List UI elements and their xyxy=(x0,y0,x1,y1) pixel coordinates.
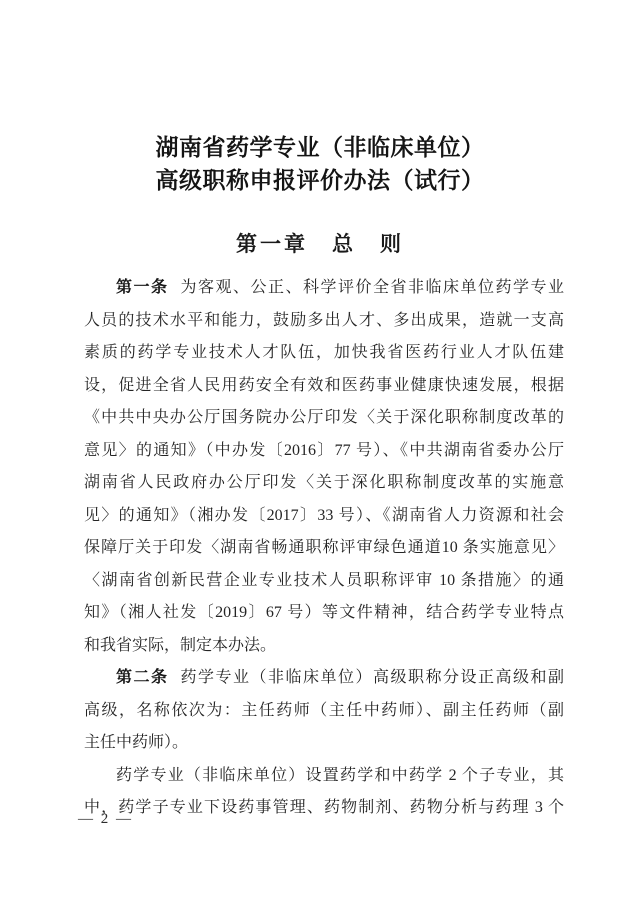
article-number: 第一条 xyxy=(116,279,169,296)
body-text: 湖南省人民政府办公厅印发〈关于深化职称制度改革的实施意 xyxy=(84,474,564,491)
document-body xyxy=(84,272,564,825)
body-text: 主任中药师）。 xyxy=(84,734,189,751)
body-text: 知》（湘人社发〔2019〕67 号）等文件精神，结合药学专业特点 xyxy=(84,604,564,621)
body-text: 中，药学子专业下设药事管理、药物制剂、药物分析与药理 3 个 xyxy=(84,799,564,816)
body-line xyxy=(84,500,564,533)
body-line xyxy=(84,760,564,793)
body-text: 人员的技术水平和能力，鼓励多出人才、多出成果，造就一支高 xyxy=(84,311,564,329)
body-line xyxy=(84,272,564,305)
body-text: 药学专业（非临床单位）设置药学和中药学 2 个子专业，其 xyxy=(116,766,564,784)
body-text: 高级，名称依次为：主任药师（主任中药师）、副主任药师（副 xyxy=(84,701,564,719)
body-line xyxy=(84,565,564,598)
body-text: 和我省实际，制定本办法。 xyxy=(84,636,277,654)
document-title xyxy=(0,0,640,197)
body-line xyxy=(84,337,564,370)
body-line xyxy=(84,630,564,663)
body-line xyxy=(84,532,564,565)
body-text: 素质的药学专业技术人才队伍，加快我省医药行业人才队伍建 xyxy=(84,344,564,361)
body-line xyxy=(84,402,564,435)
body-line xyxy=(84,727,564,760)
body-text: 见〉的通知》（湘办发〔2017〕33 号）、《湖南省人力资源和社会 xyxy=(84,506,564,524)
body-line xyxy=(84,305,564,338)
body-text: 设，促进全省人民用药安全有效和医药事业健康快速发展，根据 xyxy=(84,376,564,394)
body-text: 〈湖南省创新民营企业专业技术人员职称评审 10 条措施〉的通 xyxy=(84,571,564,589)
body-line xyxy=(84,695,564,728)
body-text: 药学专业（非临床单位）高级职称分设正高级和副 xyxy=(180,669,564,686)
document-title-line-2: 高级职称申报评价办法（试行） xyxy=(155,168,485,193)
body-text: 为客观、公正、科学评价全省非临床单位药学专业 xyxy=(180,279,564,296)
body-line xyxy=(84,435,564,468)
article-number: 第二条 xyxy=(116,669,169,686)
body-line xyxy=(84,662,564,695)
body-text: 意见〉的通知》（中办发〔2016〕77 号）、《中共湖南省委办公厅 xyxy=(84,441,564,459)
body-line xyxy=(84,792,564,825)
chapter-heading: 第一章 总 则 xyxy=(236,232,404,256)
page-number: — 2 — xyxy=(78,811,133,827)
body-line xyxy=(84,597,564,630)
body-line xyxy=(84,467,564,500)
body-text: 《中共中央办公厅国务院办公厅印发〈关于深化职称制度改革的 xyxy=(84,409,564,426)
body-line xyxy=(84,370,564,403)
body-text: 保障厅关于印发〈湖南省畅通职称评审绿色通道10 条实施意见〉 xyxy=(84,539,564,556)
document-title-line-1: 湖南省药学专业（非临床单位） xyxy=(155,135,485,160)
